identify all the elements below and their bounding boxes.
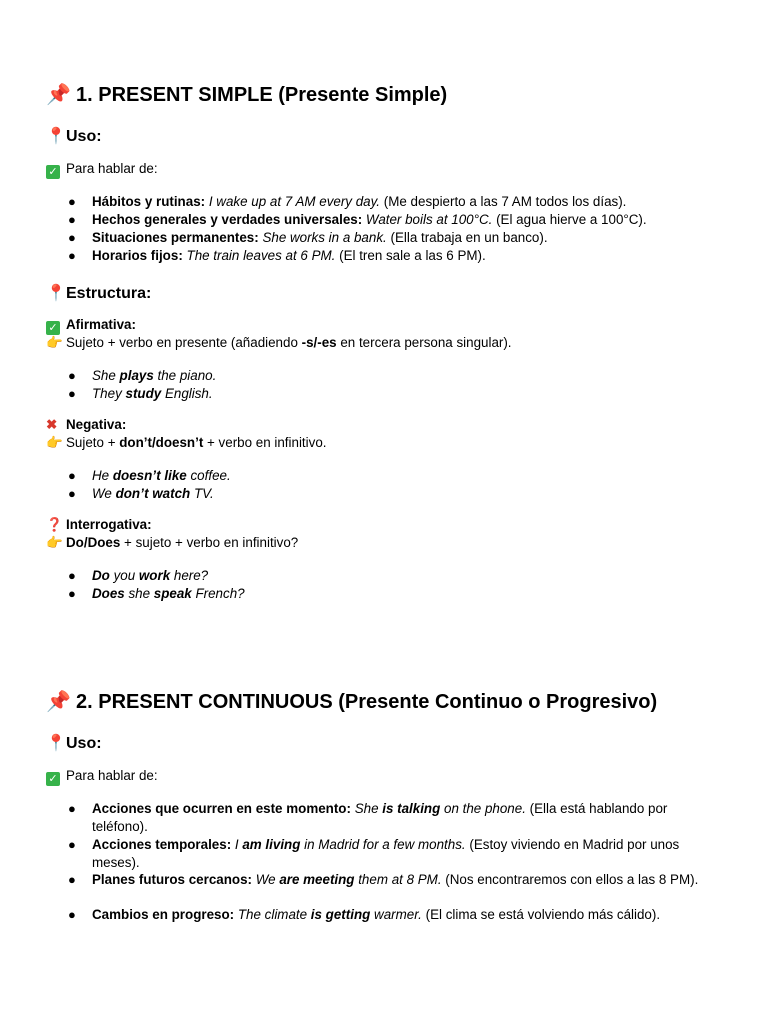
list-item: Hábitos y rutinas: I wake up at 7 AM every day. (Me despierto a las 7 AM todos los días). bbox=[92, 194, 627, 209]
interrogativa-label: ❓ Interrogativa: bbox=[46, 517, 152, 532]
section2-heading bbox=[46, 689, 657, 714]
bullet-icon: ● bbox=[68, 386, 76, 401]
list-item: Acciones temporales: I am living in Madrid for a few months. (Estoy viviendo en Madrid por unos meses). bbox=[92, 837, 680, 870]
section1-intro bbox=[46, 160, 158, 179]
question-mark-icon: ❓ bbox=[46, 517, 63, 532]
pointing-hand-icon: 👉 bbox=[46, 535, 63, 550]
bullet-icon: ● bbox=[68, 568, 76, 583]
pointing-hand-icon: 👉 bbox=[46, 335, 63, 350]
example-item: She plays the piano. bbox=[92, 368, 217, 383]
check-mark-icon: ✓ bbox=[46, 772, 60, 786]
bullet-icon: ● bbox=[68, 586, 76, 601]
estructura-label: Estructura: bbox=[66, 285, 152, 302]
afirmativa-label: ✓ Afirmativa: bbox=[46, 316, 136, 335]
section1-estructura-heading bbox=[46, 283, 151, 303]
negativa-rule: 👉 Sujeto + don’t/doesn’t + verbo en infinitivo. bbox=[46, 435, 327, 450]
example-item: Do you work here? bbox=[92, 568, 209, 583]
intro-text: Para hablar de: bbox=[66, 768, 158, 783]
bullet-icon: ● bbox=[68, 248, 76, 263]
bullet-icon: ● bbox=[68, 907, 76, 922]
afirmativa-rule: 👉 Sujeto + verbo en presente (añadiendo -s/-es en tercera persona singular). bbox=[46, 335, 512, 350]
bullet-icon: ● bbox=[68, 468, 76, 483]
section2-uso-heading bbox=[46, 733, 102, 753]
list-item: Horarios fijos: The train leaves at 6 PM. (El tren sale a las 6 PM). bbox=[92, 248, 486, 263]
list-item: Situaciones permanentes: She works in a bank. (Ella trabaja en un banco). bbox=[92, 230, 548, 245]
section1-uso-heading bbox=[46, 126, 102, 146]
bullet-icon: ● bbox=[68, 872, 76, 887]
bullet-icon: ● bbox=[68, 230, 76, 245]
example-item: We don’t watch TV. bbox=[92, 486, 214, 501]
bullet-icon: ● bbox=[68, 212, 76, 227]
bullet-icon: ● bbox=[68, 194, 76, 209]
example-item: They study English. bbox=[92, 386, 213, 401]
list-item: Hechos generales y verdades universales: Water boils at 100°C. (El agua hierve a 100°C). bbox=[92, 212, 647, 227]
bullet-icon: ● bbox=[68, 837, 76, 852]
section2-title: 2. PRESENT CONTINUOUS (Presente Continuo o Progresivo) bbox=[76, 691, 658, 713]
uso-label: Uso: bbox=[66, 128, 102, 145]
round-pin-icon: 📍 bbox=[46, 285, 66, 302]
cross-mark-icon: ✖ bbox=[46, 417, 58, 432]
list-item: Acciones que ocurren en este momento: She is talking on the phone. (Ella está hablando por teléfono). bbox=[92, 801, 668, 834]
interrogativa-rule: 👉 Do/Does + sujeto + verbo en infinitivo? bbox=[46, 535, 299, 550]
check-mark-icon: ✓ bbox=[46, 321, 60, 335]
uso-label: Uso: bbox=[66, 735, 102, 752]
negativa-label: ✖ Negativa: bbox=[46, 417, 127, 432]
pushpin-icon: 📌 bbox=[46, 84, 71, 106]
example-item: He doesn’t like coffee. bbox=[92, 468, 231, 483]
section1-title: 1. PRESENT SIMPLE (Presente Simple) bbox=[76, 84, 448, 106]
round-pin-icon: 📍 bbox=[46, 128, 66, 145]
list-item: Cambios en progreso: The climate is getting warmer. (El clima se está volviendo más cálido). bbox=[92, 907, 661, 922]
bullet-icon: ● bbox=[68, 368, 76, 383]
section1-heading bbox=[46, 82, 447, 107]
intro-text: Para hablar de: bbox=[66, 161, 158, 176]
pointing-hand-icon: 👉 bbox=[46, 435, 63, 450]
section2-intro bbox=[46, 767, 158, 786]
pushpin-icon: 📌 bbox=[46, 691, 71, 713]
round-pin-icon: 📍 bbox=[46, 735, 66, 752]
bullet-icon: ● bbox=[68, 486, 76, 501]
check-mark-icon: ✓ bbox=[46, 165, 60, 179]
list-item: Planes futuros cercanos: We are meeting them at 8 PM. (Nos encontraremos con ellos a las 8 PM). bbox=[92, 872, 699, 887]
example-item: Does she speak French? bbox=[92, 586, 245, 601]
bullet-icon: ● bbox=[68, 801, 76, 816]
